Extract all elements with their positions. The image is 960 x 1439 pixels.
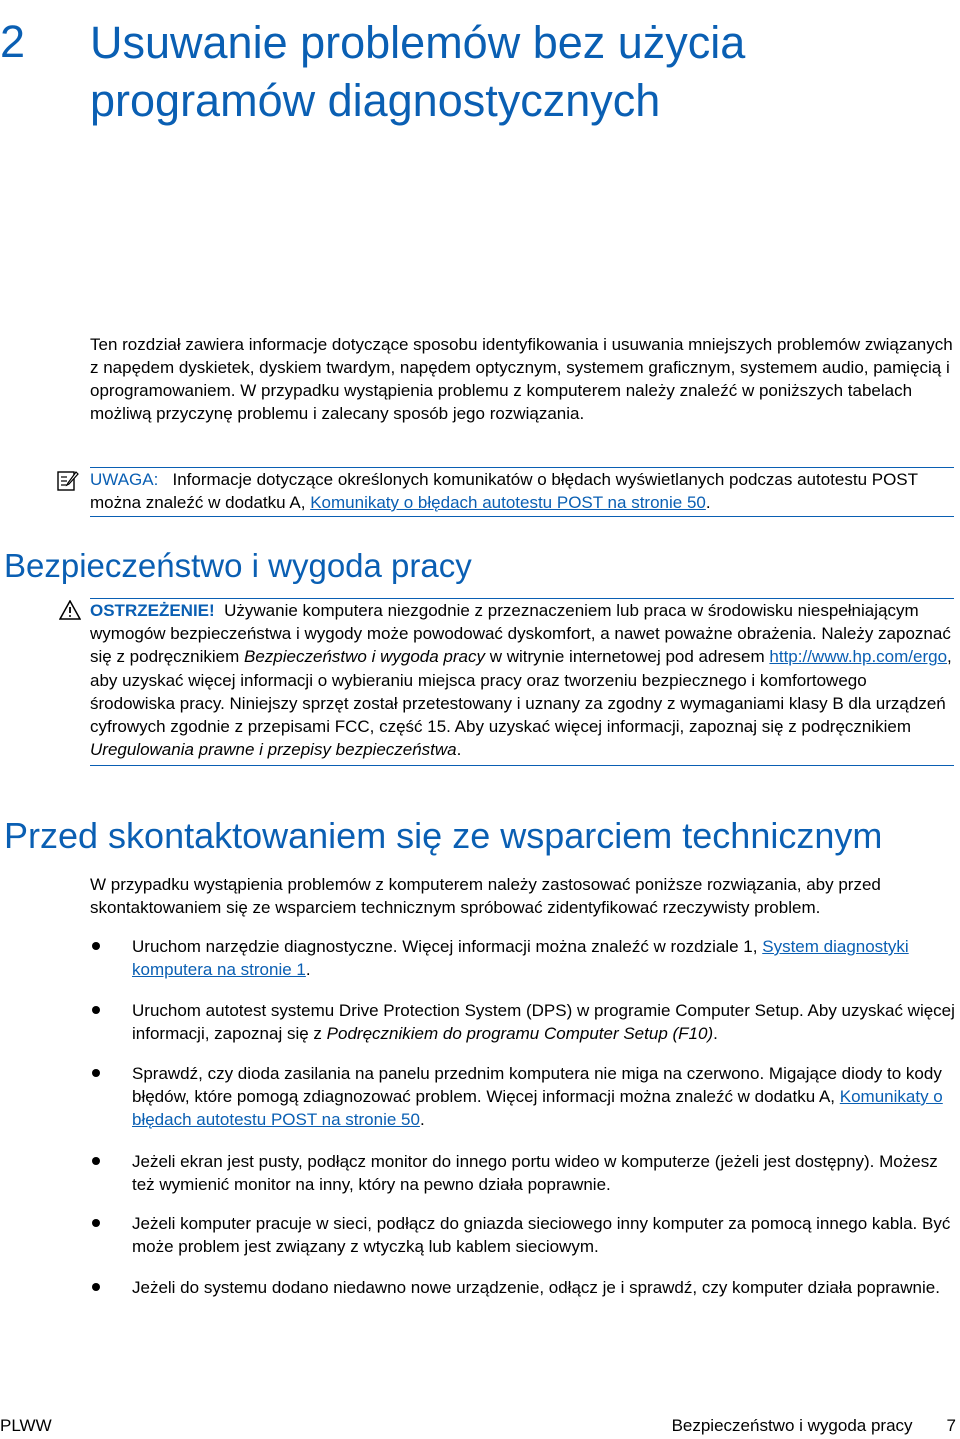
bullet-2-text: Uruchom autotest systemu Drive Protection System (DPS) w programie Computer Setup. Aby uzyskać więcej informacji, zapoznaj się z — [132, 1001, 955, 1043]
list-item: Jeżeli komputer pracuje w sieci, podłącz do gniazda sieciowego inny komputer za pomocą innego kabla. Być może problem jest związany z wtyczką lub kablem sieciowym. — [132, 1214, 951, 1256]
warning-text-1: Używanie komputera niezgodnie z przeznaczeniem lub praca w środowisku niespełniającym wymogów bezpieczeństwa i wygody może powodować dyskomfort, a nawet poważne obrażenia. Należy zapoznać się z podręcznikiem — [90, 601, 951, 667]
bullet-3-end: . — [419, 1110, 425, 1129]
list-item: Jeżeli do systemu dodano niedawno nowe urządzenie, odłącz je i sprawdź, czy komputer działa poprawnie. — [132, 1278, 940, 1297]
chapter-number: 2 — [0, 16, 26, 67]
list-item: Jeżeli ekran jest pusty, podłącz monitor do innego portu wideo w komputerze (jeżeli jest dostępny). Możesz też wymienić monitor na inny, który na pewno działa poprawnie. — [132, 1152, 938, 1194]
section-title-support: Przed skontaktowaniem się ze wsparciem technicznym — [4, 815, 883, 856]
bullet-1-link[interactable]: System diagnostyki komputera na stronie 1 — [132, 937, 909, 979]
note-link[interactable]: Komunikaty o błędach autotestu POST na stronie 50 — [310, 493, 706, 512]
bullet-dot — [92, 1006, 100, 1014]
warning-italic-2: Uregulowania prawne i przepisy bezpieczeństwa — [90, 740, 457, 760]
footer-left: PLWW — [0, 1416, 52, 1435]
intro-paragraph: Ten rozdział zawiera informacje dotyczące sposobu identyfikowania i usuwania mniejszych problemów związanych z napędem dyskietek, dyskiem twardym, napędem optycznym, systemem graficznym, systemem audio, pamięcią i oprogramowaniem. W przypadku wystąpienia problemu z komputerem należy znaleźć w poniższych tabelach możliwą przyczynę problemu i zalecany sposób jego rozwiązania. — [90, 335, 953, 423]
warning-italic-1: Bezpieczeństwo i wygoda pracy — [244, 647, 485, 667]
note-label: UWAGA: — [90, 470, 159, 489]
bullet-3-text: Sprawdź, czy dioda zasilania na panelu przednim komputera nie miga na czerwono. Migające diody to kody błędów, które pomogą zdiagnozować problem. Więcej informacji można znaleźć w dodatku A, — [132, 1064, 942, 1106]
warning-triangle-icon — [59, 600, 81, 620]
footer-right — [672, 1416, 956, 1436]
note-text: Informacje dotyczące określonych komunikatów o błędach wyświetlanych podczas autotestu POST można znaleźć w dodatku A, — [90, 470, 918, 512]
note-box — [90, 467, 954, 517]
list-item — [132, 999, 957, 1045]
section-title-safety: Bezpieczeństwo i wygoda pracy — [4, 547, 472, 584]
bullet-3-link[interactable]: Komunikaty o błędach autotestu POST na stronie 50 — [132, 1087, 943, 1129]
note-pencil-icon — [57, 470, 79, 492]
list-item — [132, 935, 957, 981]
warning-label: OSTRZEŻENIE! — [90, 601, 215, 620]
warning-box — [90, 598, 954, 766]
warning-text-3: , aby uzyskać więcej informacji o wybieraniu miejsca pracy oraz tworzeniu bezpiecznego i komfortowego środowiska pracy. Niniejszy sprzęt został przetestowany i uznany za zgodny z wymaganiami klasy B dla urządzeń cyfrowych zgodnie z przepisami FCC, część 15. Aby uzyskać więcej informacji, zapoznaj się z podręcznikiem — [90, 647, 952, 737]
ergo-link[interactable]: http://www.hp.com/ergo — [769, 647, 948, 667]
note-end: . — [705, 493, 711, 512]
footer-section: Bezpieczeństwo i wygoda pracy — [671, 1416, 913, 1435]
bullet-1-end: . — [305, 960, 311, 979]
list-item — [132, 1062, 957, 1131]
support-intro: W przypadku wystąpienia problemów z komputerem należy zastosować poniższe rozwiązania, aby przed skontaktowaniem się ze wsparciem technicznym spróbować zidentyfikować rzeczywisty problem. — [90, 875, 881, 917]
bullet-2-italic: Podręcznikiem do programu Computer Setup (F10) — [326, 1024, 714, 1043]
bullet-dot — [92, 1219, 100, 1227]
bullet-2-end: . — [713, 1024, 718, 1043]
bullet-dot — [92, 1283, 100, 1291]
bullet-dot — [92, 1069, 100, 1077]
bullet-1-text: Uruchom narzędzie diagnostyczne. Więcej informacji można znaleźć w rozdziale 1, — [132, 937, 758, 956]
page-number: 7 — [946, 1416, 956, 1435]
chapter-title: Usuwanie problemów bez użycia programów diagnostycznych — [90, 17, 746, 126]
warning-text-4: . — [456, 740, 462, 760]
bullet-dot — [92, 1157, 100, 1165]
bullet-dot — [92, 942, 100, 950]
warning-text-2: w witrynie internetowej pod adresem — [484, 647, 765, 667]
